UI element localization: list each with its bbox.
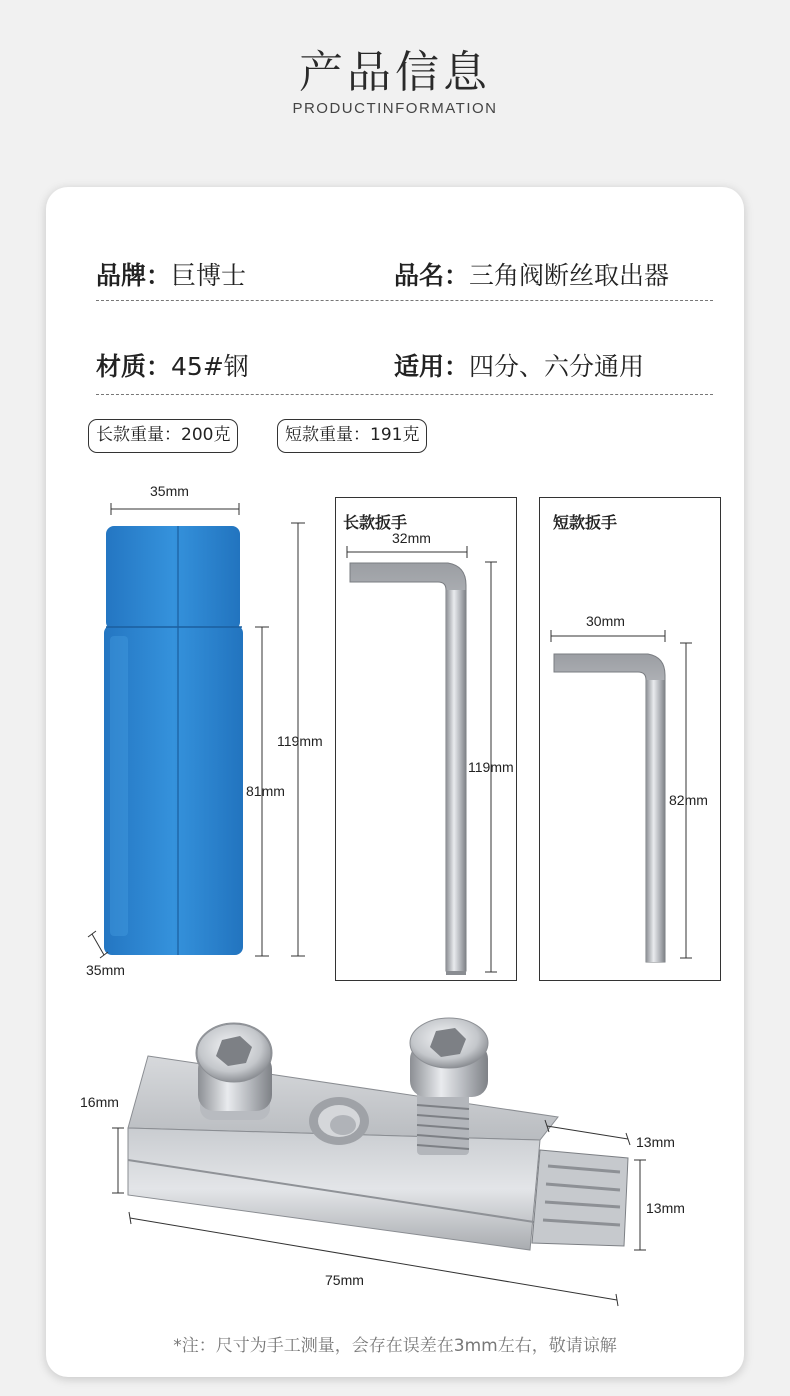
long-weight-badge: 长款重量：200克 <box>88 419 238 453</box>
material-label: 材质： <box>96 352 172 381</box>
short-wrench-height-label: 82mm <box>669 792 708 808</box>
measurement-note: *注：尺寸为手工测量，会存在误差在3mm左右，敬请谅解 <box>173 1336 617 1356</box>
extractor-tip-length-label: 13mm <box>636 1134 675 1150</box>
box-width-label: 35mm <box>150 483 189 499</box>
brand-label: 品牌： <box>96 261 172 290</box>
extractor-height-label: 16mm <box>80 1094 119 1110</box>
short-wrench-width-label: 30mm <box>586 613 625 629</box>
extractor-length-label: 75mm <box>325 1272 364 1288</box>
short-weight-badge: 短款重量：191克 <box>277 419 427 453</box>
box-total-height-label: 119mm <box>277 733 323 749</box>
extractor-tool <box>128 1018 628 1250</box>
usage-label: 适用： <box>394 352 470 381</box>
long-wrench-title: 长款扳手 <box>343 513 408 532</box>
blue-storage-box <box>104 526 243 955</box>
material-value: 45#钢 <box>171 352 249 381</box>
long-wrench-width-label: 32mm <box>392 530 431 546</box>
short-hex-wrench <box>554 654 665 962</box>
long-hex-wrench <box>350 563 466 975</box>
long-wrench-height-label: 119mm <box>468 759 514 775</box>
product-name-value: 三角阀断丝取出器 <box>469 261 670 290</box>
usage-value: 四分、六分通用 <box>469 352 645 381</box>
page-title: 产品信息 <box>299 47 491 98</box>
short-wrench-title: 短款扳手 <box>553 513 618 532</box>
extractor-tip-height-label: 13mm <box>646 1200 685 1216</box>
page-subtitle: PRODUCTINFORMATION <box>292 100 498 117</box>
brand-value: 巨博士 <box>171 261 247 290</box>
box-lower-height-label: 81mm <box>246 783 285 799</box>
product-name-label: 品名： <box>394 261 470 290</box>
box-depth-label: 35mm <box>86 962 125 978</box>
